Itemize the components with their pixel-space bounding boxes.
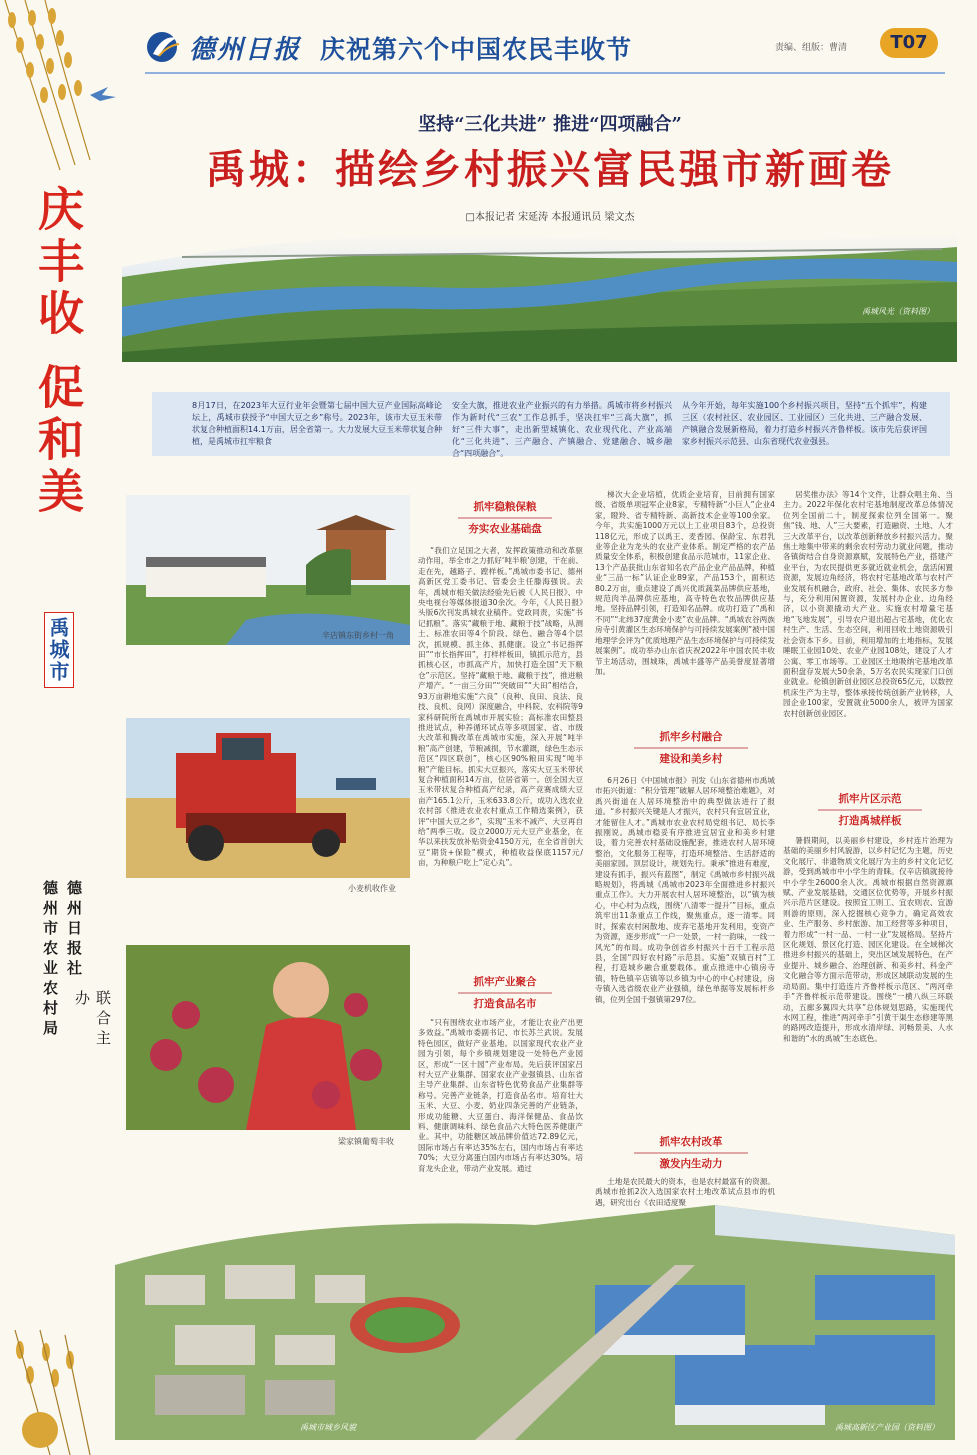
section-head-demo-line2: 打造禹城样板 — [838, 815, 902, 827]
photo-caption-harvest: 小麦机收作业 — [348, 884, 396, 893]
festival-title: 庆祝第六个中国农民丰收节 — [320, 35, 633, 64]
body-text-grain: “我们立足国之大者，发挥政策推动和改革驱动作用，举全市之力抓好‘吨半粮’创建，干在前、走在先，越路子、蹚样板。”禹城市委书记、德州高新区党工委书记、管委会主任滕海强说。去年，禹城市相关做法经验先后被《人民日报》、中央电视台等媒体报道30余次。今年，《人民日报》头版6次刊发禹城农业稿件。党政同责，实施“书记抓粮”。落实“藏粮于地、藏粮于技”战略，从测土、标准农田等4个阶段、绿色、融合等4个层次，抓规模、抓主体、抓健康。设立“书记指挥田”“市长指挥田”，打样样板田，镇抓示范方，县抓核心区，市抓高产片，加快打造全国“天下粮仓”示范区。坚持“藏粮于地、藏粮于技”，推进粮产增产。“一亩三分田”“突破田”“大田”相结合，93万亩耕地实施“六良”（良种、良田、良法、良技、良机、良网）深度融合，中科院、农科院等9家科研院所在禹城市开展实验；高标准农田整县推进试点，种养循环试点等多项国家、省、市级大改革和腾改革在禹城市实施，深入开展“吨半粮”高产创建，节粮减损，节水灌溉，绿色生态示范区“四区联创”，核心区90%粮田实现“吨半粮”产能目标。抓实大豆振兴，落实大豆玉米带状复合种植面积14万亩，位居省第一。创全国大豆玉米带状复合种植高产纪录，高产竞赛成绩大豆亩产165.1公斤，玉米633.8公斤，成功入选农业农村部《推进农业农村重点工作精选案例》，获评“中国大豆之乡”，实现“玉米不减产、大豆再自给”两季三收。设立2000万元大豆产业基金，在华以来扶发放补贴资金4150万元，在全省首创大豆“期货+保险”模式，种植收益保底1157元/亩，为种粮户吃上“定心丸”。 — [418, 546, 583, 868]
grain-seal-decoration — [0, 1330, 110, 1455]
hero-river-photo — [122, 227, 957, 362]
side-slogan: 庆丰收 促和美 — [31, 185, 85, 520]
body-text-land: 居奖推办法》等14个文件，让群众唱主角、当主力。2022年保化农村宅基地制度改革总体情况位列全国前二十，制度探索位列全国第一。聚焦“钱、地、人”三大要素，打造融资、土地、人才三大改革平台，以改革创新释放乡村振兴活力。聚焦土地集中带来的剩余农村劳动力就业问题，推动各镇街结合自身资源禀赋，发展特色产业，搭建产业平台，为农民提供更多就近就业机会，盘活闲置资源，发展边角经济，将农村宅基地改革与农村产业发展有机融合，政府、社会、集体、农民多方参与，充分利用闲置资源，发展村办企业、边角经济，以小资源撬动大产业。实施农村增量宅基地“飞地发展”，引导农户退出超占宅基地，优化农村生产、生活、生态空间，利用回收土地资源吸引社会资本下乡。目前，利用增加的土地指标，发展睡眠工业园10处、农业产业园108处，建设了人才公寓、零工市场等。工业园区土地吸纳宅基地改革面积盘存发展大50余条，5万名农民实现家门口创业就业。伦镇创新创业园区总投资65亿元，以数控机床生产为主导，整体承接传统创新产业转移，人园企业100家，安置就业5000余人，被评为国家农村创新创业园区。 — [783, 490, 953, 718]
body-text-village: 6月26日《中国城市报》刊发《山东省德州市禹城市拓兴街道：“积分管理”破解人居环境整治难题》，对禹兴街道在人居环境整治中的典型做法进行了报道。“乡村振兴关键是人才振兴，农村只有宜居宜业，才能留住人才。”禹城市农业农村局党组书记、局长李振刚说。禹城市稳妥有序推进宜居宜业和美乡村建设，着力完善农村基础设施配套，推进农村人居环境整治，文化服务工程等，打造环境整洁、生活舒适的美丽家园。顶层设计，规划先行。秉承“推进有难度，建设有抓手，振兴有蓝图”，制定《禹城市乡村振兴战略规划》，将禹城《禹城市2023年全面推进乡村振兴重点工作》。大力开展农村人居环境整治，以“镇为核心，中心村为点线，围绕‘八清零一提升’”目标，重点筑牢出11条重点工作线，聚焦重点，逐一清零。同时，探索农村闲散地、废弃宅基地开发利用，变资产为资源，逐步形成“一户一处景，一村一韵味，一线一风光”的布局。成功争创省乡村振兴十百千工程示范县，全国“四好农村路”示范县。实施“双镇百村”工程，打造城乡融合重要载体。重点推进中心镇房寺镇，特色镇辛店镇等以乡镇为中心的中心村建设，房寺镇入选省级农业产业强镇，绿色单据等发展标杆乡镇，位列全国千强镇第297位。 — [595, 776, 775, 1004]
newspaper-name: 德州日报 — [189, 34, 302, 65]
section-head-grain — [430, 500, 580, 536]
county-tag: 禹城市 — [44, 612, 74, 688]
section-head-industry — [430, 975, 580, 1011]
section-head-village — [606, 730, 776, 766]
sponsor-block — [20, 880, 112, 1050]
newspaper-logo — [145, 26, 301, 68]
section-head-demo-line1: 抓牢片区示范 — [838, 793, 902, 805]
sponsor-newspaper: 德州日报社 — [65, 880, 83, 980]
section-head-village-line2: 建设和美乡村 — [659, 753, 723, 765]
photo-caption-town: 禹城市城乡风貌 — [300, 1423, 356, 1432]
hero-photo-credit: 禹城风光（资料图） — [862, 307, 934, 316]
article-byline: □本报记者 宋延涛 本报通讯员 梁文杰 — [465, 212, 635, 223]
wheat-harvest-photo — [126, 718, 410, 878]
photo-caption-grape: 梁家镇葡萄丰收 — [338, 1137, 394, 1146]
section-head-grain-line1: 抓牢稳粮保粮 — [473, 501, 537, 513]
section-head-industry-line1: 抓牢产业聚合 — [473, 976, 537, 988]
village-pavilion-photo — [126, 495, 410, 645]
body-text-demo: 暑假期间，以美丽乡村建设，乡村连片治理为基础的美丽乡村风貌游，以乡村记忆为主题，历史文化展厅、非遗物质文化展厅为主的乡村文化记忆游，受到禹城市中小学生的青睐。仅辛店镇就接待中小学生26000余人次。禹城市根据自然资源禀赋、产业发展基础，交通区位优势等，开展乡村振兴示范片区建设。按照宜工则工、宜农则农、宜游则游的原则，深入挖掘核心竞争力，确定高效农业、生产服务、乡村旅游、加工经营等多种项目，着力形成“一村一品、一村一业”发展格局。坚持片区化规划、景区化打造、园区化建设。在全域梯次推进乡村振兴的基础上，突出区域发展特色，在产业提升、城乡融合、治理创新、和美乡村、科金产文化融合等方面示范带动，形成区域联动发展的生动局面。集中打造连片齐鲁样板示范区、“两河牵手”齐鲁样板示范带建设。围绕“一横八纵三环联动，五廊多翼四大共享”总体规划思路，实施现代水网工程，推进“两河牵手”引黄干渠生态修建等黑的路网改造提升，形成水清岸绿、河畅景美、人水和谐的“水的禹城”生态底色。 — [783, 836, 953, 1043]
intro-box — [152, 392, 950, 456]
section-head-reform — [606, 1135, 776, 1171]
page-number-badge: T07 — [880, 28, 938, 58]
intro-paragraph-3: 从今年开始，每年实施100个乡村振兴项目，坚持“五个抓牢”，构建三区（农村社区、农业园区、工业园区）三化共进、三产融合发展、产镇融合发展新格局，着力打造乡村振兴齐鲁样板。该市先后获评国家乡村振兴示范县、山东省现代农业强县。 — [682, 401, 927, 446]
section-head-demo — [790, 792, 950, 828]
sponsor-note: 联合主办 — [73, 990, 112, 1050]
logo-emblem-icon — [145, 30, 183, 64]
photo-caption-village: 辛店镇东街乡村一角 — [322, 631, 394, 640]
photo-caption-industrial-park: 禹城高新区产业园（资料图） — [835, 1423, 939, 1432]
section-head-village-line1: 抓牢乡村融合 — [659, 731, 723, 743]
editor-credit: 责编、组版：曹清 — [775, 43, 848, 53]
wheat-ear-decoration — [0, 0, 125, 175]
body-text-brand: 梯次大企业培植，优质企业培育，目前拥有国家级、省级单项冠军企业8家，专精特新“小巨人”企业4家，瞪羚、省专精特新、高新技术企业等100余家。今年，共实施1000万元以上工业项目83个，总投资118亿元，形成了以禹王、麦香园、保龄宝、东君乳业等企业为龙头的农业产业体系。制定严格的农产品质量安全体系，积极创建食品示范城市，11家企业、13个产品获批山东省知名农产品企业产品品牌，种植业“三品一标”认证企业89家，产品153个，面积达80.2万亩，重点建设了禹兴优质蔬菜品牌供应基地，规范肉羊品牌供应基地，高寺特色农牧品牌供应基地。坚持品牌引领，打造知名品牌。成功打造了“禹和不同”“北纬37度黄金小麦”农业品牌。“禹城农谷两族房寺引黄灌区生态环境保护与可持续发展案例”被中国地理学会评为“优质地理产品生态环境保护与可持续发展案例”。成功举办山东省庆祝2022年中国农民丰收节主场活动，围城珠，禹城丰盛等产品美誉度显著增加。 — [595, 490, 775, 676]
sponsor-bureau: 德州市农业农村局 — [41, 880, 59, 1040]
section-head-grain-line2: 夯实农业基础盘 — [468, 523, 542, 535]
intro-paragraph-1: 8月17日，在2023年大豆行业年会暨第七届中国大豆产业国际高峰论坛上，禹城市获授予“中国大豆之乡”称号。2023年，该市大豆玉米带状复合种植面积14.1万亩，居全省第一。大力发展大豆玉米带状复合种植，是禹城市扛牢粮食 — [192, 401, 442, 446]
intro-paragraph-2: 安全大旗，推进农业产业振兴的有力举措。禹城市将乡村振兴作为新时代“三农”工作总抓手，坚决扛牢“三高大旗”，抓好“三件大事”，走出新型城镇化、农业现代化、产业高端化“三化共进”、三产融合、产镇融合、党建融合、城乡融合“四项融合”。 — [452, 401, 672, 458]
article-kicker: 坚持“三化共进” 推进“四项融合” — [418, 114, 682, 135]
grape-harvest-photo — [126, 945, 410, 1130]
header-divider — [145, 72, 945, 74]
section-head-industry-line2: 打造食品名市 — [473, 998, 537, 1010]
town-aerial-photo — [115, 1205, 955, 1440]
section-head-reform-line1: 抓牢农村改革 — [659, 1136, 723, 1148]
swallow-icon — [90, 87, 116, 101]
article-headline: 禹城：描绘乡村振兴富民强市新画卷 — [206, 146, 894, 193]
body-text-industry: “只有围绕农业市场产业，才能让农业产出更多效益。”禹城市委副书记、市长苏兰武说。发展特色园区，做好产业基地。以国家现代农业产业园为引领，每个乡镇规划建设一处特色产业园区，形成“一区十园”产业布局。先后获评国家吕村大豆产业集群、国家农业产业强镇县、山东省主导产业集群、山东省特色优势食品产业集群等称号。完善产业链条，打造食品名市。培育壮大玉米、大豆、小麦、奶业四条完善的产业链条，形成功能糖、大豆蛋白、海洋保健品、食品饮料、健康调味料、绿色食品六大特色医养健康产业。其中，功能糖区域品牌价值达72.89亿元，国际市场占有率达35%左右，国内市场占有率达70%；大豆分离蛋白国内市场占有率达30%。培育龙头企业，带动产业发展。通过 — [418, 1018, 583, 1173]
section-head-reform-line2: 激发内生动力 — [659, 1158, 723, 1170]
body-text-reform: 土地是农民最大的资本，也是农村最富有的资源。禹城市抢抓2次入选国家农村土地改革试点县市的机遇，研究出台《农田适度聚 — [595, 1177, 775, 1207]
